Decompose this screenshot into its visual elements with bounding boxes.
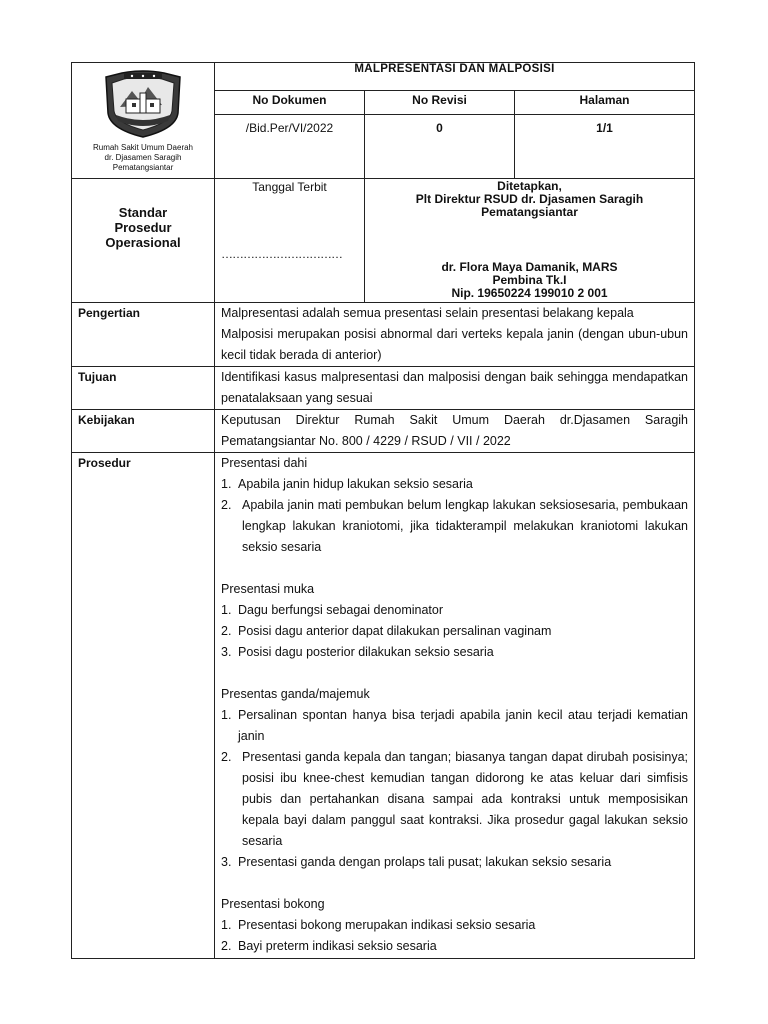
list-text: Presentasi ganda dengan prolaps tali pusat; lakukan seksio sesaria [238,855,612,869]
tujuan-label: Tujuan [72,367,215,410]
kebijakan-content [215,410,695,453]
kebijakan-label: Kebijakan [72,410,215,453]
ditetapkan-label: Ditetapkan, [497,179,562,193]
tanggal-terbit-value: …………………………… [221,247,342,261]
list-item [221,747,688,852]
list-item [221,705,688,747]
list-text: Apabila janin hidup lakukan seksio sesaria [238,477,473,491]
list-text: Posisi dagu anterior dapat dilakukan persalinan vaginam [238,624,552,638]
nama-pejabat: dr. Flora Maya Damanik, MARS [441,260,618,274]
list-number: 3. [221,645,232,659]
list-number: 2. [221,498,232,512]
prosedur-label: Prosedur [72,453,215,959]
penetapan-cell [365,179,695,303]
pengertian-label: Pengertian [72,303,215,367]
tanggal-terbit-cell [215,179,365,303]
list-number: 2. [221,750,232,764]
nip-pejabat: Nip. 19650224 199010 2 001 [451,286,608,300]
jabatan-label: Plt Direktur RSUD dr. Djasamen Saragih [415,192,644,206]
hospital-logo [72,63,214,143]
halaman-value: 1/1 [515,115,695,179]
list-number: 2. [221,624,232,638]
prosedur-section-muka [221,579,688,663]
sop-table [71,62,695,959]
list-item [221,600,688,621]
list-text: Presentasi bokong merupakan indikasi seksio sesaria [238,918,536,932]
kebijakan-text: Keputusan Direktur Rumah Sakit Umum Daerah dr.Djasamen Saragih Pematangsiantar No. 800 / 4229 / RSUD / VII / 2022 [221,413,689,448]
col-halaman-header: Halaman [515,91,695,115]
prosedur-content [215,453,695,959]
list-item [221,621,688,642]
pangkat-pejabat: Pembina Tk.I [492,273,567,287]
pengertian-content [215,303,695,367]
list-item [221,852,688,873]
prosedur-section-ganda [221,684,688,873]
tanggal-terbit-label: Tanggal Terbit [252,180,327,194]
list-text: Persalinan spontan hanya bisa terjadi apabila janin kecil atau terjadi kematian janin [238,708,689,743]
list-item [221,642,688,663]
list-text: Presentasi ganda kepala dan tangan; biasanya tangan dapat dirubah posisinya; posisi ibu knee-chest kemudian tangan didorong ke atas keluar dari simfisis pubis dan pertahankan disana sampai ada kontraksi untuk memposisikan kepala bayi dalam panggul saat kontraksi. Jika prosedur gagal lakukan seksio sesaria [242,750,689,848]
list-number: 1. [221,918,232,932]
logo-cell [72,63,215,179]
prosedur-section-dahi [221,453,688,558]
sop-label-line-1: Standar [118,205,168,220]
list-text: Bayi preterm indikasi seksio sesaria [238,939,437,953]
col-no-dokumen-header: No Dokumen [215,91,365,115]
pengertian-line-2: Malposisi merupakan posisi abnormal dari verteks kepala janin (dengan ubun-ubun kecil tidak berada di anterior) [221,327,689,362]
tujuan-text: Identifikasi kasus malpresentasi dan malposisi dengan baik sehingga mendapatkan penatalaksaan yang sesuai [221,370,689,405]
pengertian-line-1: Malpresentasi adalah semua presentasi selain presentasi belakang kepala [221,306,634,320]
list-item [221,495,688,558]
list-item [221,936,688,957]
list-text: Dagu berfungsi sebagai denominator [238,603,443,617]
no-dokumen-value: /Bid.Per/VI/2022 [215,115,365,179]
prosedur-section-bokong [221,894,688,957]
sop-label-line-2: Prosedur [114,220,172,235]
list-number: 3. [221,855,232,869]
list-text: Apabila janin mati pembukan belum lengkap lakukan seksiosesaria, pembukaan lengkap lakukan kraniotomi, jika tidakterampil melakukan kraniotomi lakukan seksio sesaria [242,498,689,554]
list-number: 2. [221,939,232,953]
sop-document [71,62,694,959]
document-title: MALPRESENTASI DAN MALPOSISI [215,63,695,91]
hospital-name-line-2: dr. Djasamen Saragih [104,153,182,162]
section-heading: Presentas ganda/majemuk [221,687,370,701]
list-item [221,915,688,936]
list-number: 1. [221,708,232,722]
list-item [221,474,688,495]
no-revisi-value: 0 [365,115,515,179]
section-heading: Presentasi bokong [221,897,325,911]
hospital-name-line-1: Rumah Sakit Umum Daerah [92,143,194,152]
section-heading: Presentasi dahi [221,456,308,470]
sop-label-line-3: Operasional [105,235,181,250]
sop-label [72,179,215,303]
hospital-emblem-icon [102,69,184,139]
list-number: 1. [221,477,232,491]
list-text: Posisi dagu posterior dilakukan seksio sesaria [238,645,494,659]
col-no-revisi-header: No Revisi [365,91,515,115]
hospital-name-line-3: Pematangsiantar [112,163,174,172]
tujuan-content [215,367,695,410]
section-heading: Presentasi muka [221,582,315,596]
kota-label: Pematangsiantar [481,205,578,219]
list-number: 1. [221,603,232,617]
